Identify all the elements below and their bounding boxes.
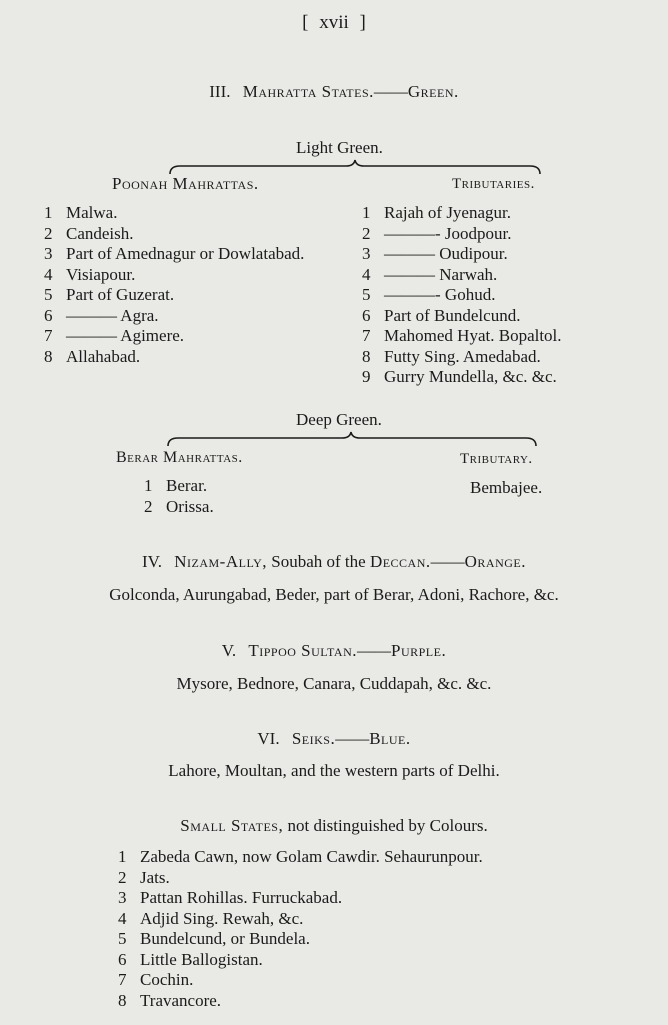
item-text: ———- Gohud. bbox=[384, 285, 496, 304]
light-green-right-header: Tributaries. bbox=[452, 176, 535, 192]
item-number: 8 bbox=[44, 346, 53, 366]
item-text: ——— Agimere. bbox=[66, 326, 185, 345]
list-item bbox=[44, 326, 304, 347]
item-text: Part of Bundelcund. bbox=[384, 305, 521, 325]
item-text: Bundelcund, or Bundela. bbox=[140, 929, 310, 948]
deep-green-right-text: Bembajee. bbox=[470, 478, 543, 497]
section-4-heading bbox=[0, 552, 668, 572]
item-text: Allahabad. bbox=[66, 346, 141, 366]
list-item bbox=[44, 306, 304, 327]
list-item bbox=[118, 868, 483, 889]
item-number: 4 bbox=[118, 908, 127, 928]
section-6-numeral: VI. bbox=[257, 729, 280, 748]
list-item bbox=[362, 244, 562, 265]
light-green-left-header: Poonah Mahrattas. bbox=[112, 174, 259, 193]
small-states-name: Small States, bbox=[180, 816, 284, 835]
section-4-place: Deccan. bbox=[369, 552, 431, 571]
item-number: 1 bbox=[362, 203, 371, 222]
list-item bbox=[44, 244, 304, 265]
item-text: Orissa. bbox=[166, 496, 214, 516]
small-states-list bbox=[118, 847, 483, 1011]
section-5-dash: —— bbox=[357, 641, 391, 660]
item-number: 3 bbox=[118, 888, 127, 907]
deep-green-title: Deep Green. bbox=[296, 410, 382, 429]
item-text: Berar. bbox=[166, 476, 208, 495]
list-item bbox=[44, 224, 304, 245]
item-text: Travancore. bbox=[140, 990, 222, 1010]
item-number: 8 bbox=[362, 346, 371, 366]
list-item bbox=[118, 991, 483, 1012]
list-item bbox=[362, 224, 562, 245]
section-5-heading bbox=[0, 641, 668, 661]
item-number: 6 bbox=[362, 305, 371, 325]
item-number: 9 bbox=[362, 367, 371, 386]
section-4-numeral: IV. bbox=[141, 552, 162, 571]
item-number: 1 bbox=[144, 476, 153, 495]
list-item bbox=[118, 909, 483, 930]
item-number: 2 bbox=[144, 496, 153, 516]
list-item bbox=[118, 847, 483, 868]
list-item bbox=[44, 265, 304, 286]
list-item bbox=[144, 476, 214, 497]
section-4-text: Golconda, Aurungabad, Beder, part of Berar, Adoni, Rachore, &c. bbox=[109, 585, 559, 604]
item-number: 3 bbox=[44, 244, 53, 263]
item-text: ——— Narwah. bbox=[384, 264, 498, 284]
item-number: 5 bbox=[118, 929, 127, 948]
page-number: [ xvii ] bbox=[302, 12, 366, 33]
item-number: 2 bbox=[118, 867, 127, 887]
light-green-left-list bbox=[44, 203, 304, 367]
section-6-colour: Blue. bbox=[369, 729, 411, 748]
list-item bbox=[362, 326, 562, 347]
deep-green-left-list bbox=[144, 476, 214, 517]
item-text: ———- Joodpour. bbox=[384, 223, 512, 243]
section-5-text: Mysore, Bednore, Canara, Cuddapah, &c. &c. bbox=[176, 674, 492, 693]
item-number: 6 bbox=[44, 305, 53, 325]
section-3-name: Mahratta States. bbox=[242, 82, 374, 101]
item-text: Candeish. bbox=[66, 223, 134, 243]
item-number: 7 bbox=[362, 326, 371, 345]
section-3-numeral: III. bbox=[209, 82, 231, 101]
item-text: Rajah of Jyenagur. bbox=[384, 203, 511, 222]
item-number: 4 bbox=[44, 264, 53, 284]
item-number: 6 bbox=[118, 949, 127, 969]
item-number: 8 bbox=[118, 990, 127, 1010]
item-text: Adjid Sing. Rewah, &c. bbox=[140, 908, 304, 928]
section-5-colour: Purple. bbox=[391, 641, 447, 660]
item-number: 1 bbox=[44, 203, 53, 222]
section-4-dash: —— bbox=[430, 552, 465, 571]
small-states-heading bbox=[0, 816, 668, 836]
list-item bbox=[362, 285, 562, 306]
item-number: 5 bbox=[44, 285, 53, 304]
item-text: Part of Amednagur or Dowlatabad. bbox=[66, 244, 305, 263]
section-3-heading bbox=[0, 82, 668, 102]
section-3-colour: Green. bbox=[407, 82, 459, 101]
light-green-title: Light Green. bbox=[296, 138, 383, 157]
item-text: Malwa. bbox=[66, 203, 118, 222]
item-number: 7 bbox=[44, 326, 53, 345]
list-item bbox=[362, 367, 562, 388]
item-number: 1 bbox=[118, 847, 127, 866]
section-6-name: Seiks. bbox=[291, 729, 336, 748]
item-text: Jats. bbox=[140, 867, 170, 887]
item-number: 2 bbox=[362, 223, 371, 243]
deep-green-left-header: Berar Mahrattas. bbox=[116, 449, 243, 466]
light-green-right-list bbox=[362, 203, 562, 388]
section-3-dash: —— bbox=[373, 82, 408, 101]
item-number: 2 bbox=[44, 223, 53, 243]
item-text: ——— Agra. bbox=[66, 305, 159, 325]
list-item bbox=[144, 497, 214, 518]
item-text: Pattan Rohillas. Furruckabad. bbox=[140, 888, 343, 907]
list-item bbox=[44, 203, 304, 224]
item-text: Gurry Mundella, &c. &c. bbox=[384, 367, 557, 386]
section-6-heading bbox=[0, 729, 668, 749]
item-text: Cochin. bbox=[140, 970, 194, 989]
section-6-text: Lahore, Moultan, and the western parts of Delhi. bbox=[168, 761, 500, 780]
list-item bbox=[118, 929, 483, 950]
item-text: Zabeda Cawn, now Golam Cawdir. Sehaurunpour. bbox=[140, 847, 483, 866]
list-item bbox=[44, 347, 304, 368]
section-4-name: Nizam-Ally, bbox=[174, 552, 267, 571]
list-item bbox=[118, 950, 483, 971]
item-text: Mahomed Hyat. Bopaltol. bbox=[384, 326, 562, 345]
item-number: 7 bbox=[118, 970, 127, 989]
list-item bbox=[118, 970, 483, 991]
list-item bbox=[44, 285, 304, 306]
deep-green-brace bbox=[166, 430, 538, 448]
item-number: 3 bbox=[362, 244, 371, 263]
section-6-dash: —— bbox=[335, 729, 370, 748]
deep-green-right-header: Tributary. bbox=[460, 451, 533, 467]
item-text: Part of Guzerat. bbox=[66, 285, 175, 304]
item-text: Futty Sing. Amedabad. bbox=[384, 346, 541, 366]
item-text: Visiapour. bbox=[66, 264, 136, 284]
list-item bbox=[362, 306, 562, 327]
small-states-rest: not distinguished by Colours. bbox=[283, 816, 488, 835]
list-item bbox=[362, 347, 562, 368]
section-5-name: Tippoo Sultan. bbox=[248, 641, 357, 660]
section-4-rest: Soubah of the bbox=[267, 552, 370, 571]
section-5-numeral: V. bbox=[221, 641, 237, 660]
list-item bbox=[362, 265, 562, 286]
item-text: Little Ballogistan. bbox=[140, 949, 263, 969]
section-4-colour: Orange. bbox=[464, 552, 526, 571]
item-number: 4 bbox=[362, 264, 371, 284]
item-text: ——— Oudipour. bbox=[384, 244, 508, 263]
item-number: 5 bbox=[362, 285, 371, 304]
list-item bbox=[362, 203, 562, 224]
list-item bbox=[118, 888, 483, 909]
